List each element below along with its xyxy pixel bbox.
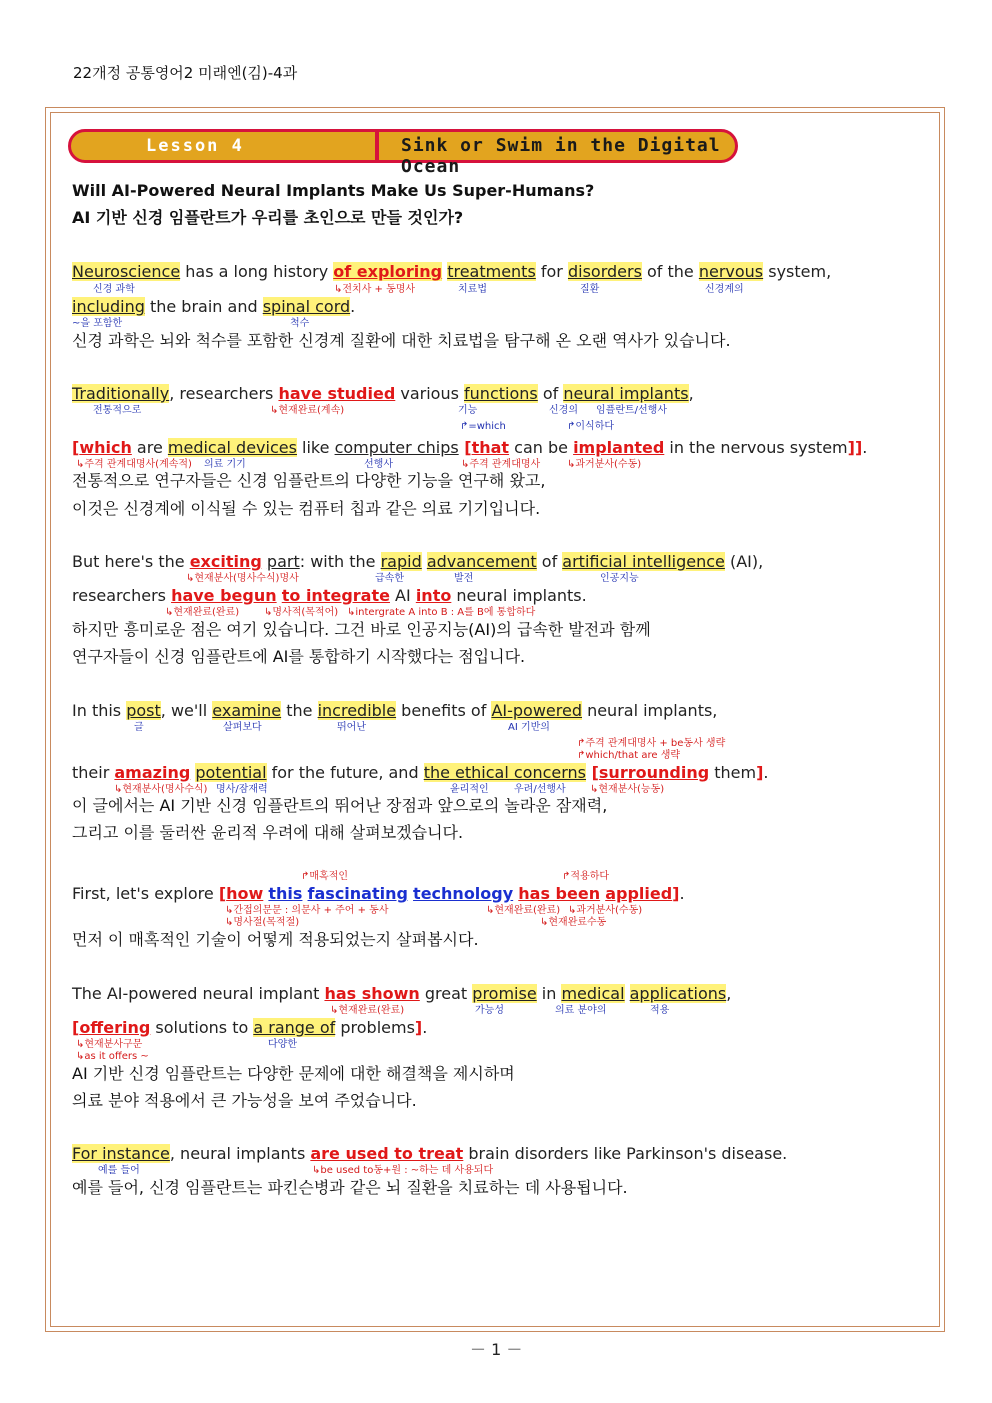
annotation: ↱매혹적인	[301, 871, 349, 882]
text: .	[350, 297, 356, 316]
text: .	[679, 884, 685, 903]
p4-line1	[72, 701, 717, 721]
word: medical devices	[167, 438, 297, 457]
word: that	[471, 438, 510, 457]
p4-korean-1: 이 글에서는 AI 기반 신경 임플란트의 뛰어난 장점과 앞으로의 놀라운 잠재력,	[72, 796, 608, 815]
annotation: 척수	[290, 318, 310, 329]
annotation: ↳현재분사(명사수식)	[114, 784, 208, 795]
annotation: ↳intergrate A into B : A를 B에 통합하다	[347, 607, 536, 618]
title-korean: AI 기반 신경 임플란트가 우리를 초인으로 만들 것인가?	[72, 208, 464, 227]
text: of	[537, 384, 564, 403]
text: , researchers	[169, 384, 279, 403]
text: In this	[72, 701, 127, 720]
annotation: ↳as it offers ~	[76, 1051, 149, 1062]
word: which	[79, 438, 132, 457]
annotation: ↳현재분사(능동)	[590, 784, 665, 795]
word: to integrate	[281, 586, 390, 605]
word: applications	[629, 984, 727, 1003]
p6-line1	[72, 984, 731, 1004]
text: are	[131, 438, 168, 457]
p6-korean-1: AI 기반 신경 임플란트는 다양한 문제에 대한 해결책을 제시하며	[72, 1064, 515, 1083]
bracket: [	[586, 763, 599, 782]
bracket: ]]	[847, 438, 863, 457]
word: of exploring	[333, 262, 443, 281]
text: like	[296, 438, 335, 457]
word: disorders	[567, 262, 642, 281]
word: how	[226, 884, 264, 903]
word: medical	[561, 984, 625, 1003]
text: AI	[389, 586, 416, 605]
word: the ethical concerns	[423, 763, 587, 782]
annotation: ↳과거분사(수동)	[567, 459, 642, 470]
annotation: 치료법	[458, 284, 487, 295]
text: of the	[641, 262, 699, 281]
annotation: 신경계의	[705, 284, 744, 295]
p6-line2	[72, 1018, 427, 1038]
word: nervous	[698, 262, 764, 281]
p5-line1	[72, 884, 685, 904]
word: artificial intelligence	[562, 552, 725, 571]
annotation: 다양한	[268, 1039, 297, 1050]
p4-line2	[72, 763, 769, 783]
word: functions	[464, 384, 538, 403]
p1-korean: 신경 과학은 뇌와 척수를 포함한 신경계 질환에 대한 치료법을 탐구해 온 오랜 역사가 있습니다.	[72, 331, 731, 350]
text: in	[536, 984, 562, 1003]
annotation: 의료 기기	[204, 459, 246, 470]
annotation: ↳be used to동+원 : ~하는 데 사용되다	[312, 1165, 494, 1176]
text: neural implants,	[581, 701, 718, 720]
p2-line1	[72, 384, 694, 404]
annotation: ↳주격 관계대명사(계속적)	[76, 459, 192, 470]
annotation: ↱=which	[460, 421, 506, 432]
title-english: Will AI-Powered Neural Implants Make Us Super-Humans?	[72, 181, 595, 200]
bracket: [	[458, 438, 472, 457]
text: of	[536, 552, 563, 571]
bracket: [	[72, 438, 80, 457]
word: technology	[413, 884, 514, 903]
word: has been	[518, 884, 601, 903]
bracket: ]	[756, 763, 764, 782]
word: computer chips	[334, 438, 459, 457]
text: their	[72, 763, 115, 782]
annotation: 임플란트/선행사	[596, 405, 667, 416]
p5-korean: 먼저 이 매혹적인 기술이 어떻게 적용되었는지 살펴봅시다.	[72, 930, 479, 949]
text: (AI),	[724, 552, 764, 571]
word: treatments	[447, 262, 536, 281]
text: The AI-powered neural implant	[72, 984, 325, 1003]
word: amazing	[114, 763, 191, 782]
annotation: ↳간접의문문 : 의문사 + 주어 + 동사	[225, 905, 389, 916]
text: , we'll	[160, 701, 213, 720]
annotation: 급속한	[375, 573, 404, 584]
word: a range of	[253, 1018, 336, 1037]
text: solutions to	[150, 1018, 254, 1037]
annotation: ↳현재분사(명사수식)명사	[186, 573, 299, 584]
word: this	[268, 884, 303, 903]
annotation: 윤리적인	[450, 784, 489, 795]
text: system,	[763, 262, 832, 281]
text: .	[862, 438, 868, 457]
bracket: [	[72, 1018, 80, 1037]
word: AI-powered	[491, 701, 582, 720]
word: offering	[79, 1018, 151, 1037]
text: .	[422, 1018, 428, 1037]
annotation: 기능	[458, 405, 478, 416]
text: benefits of	[396, 701, 492, 720]
word: has shown	[324, 984, 420, 1003]
word: implanted	[573, 438, 665, 457]
p3-line1	[72, 552, 763, 572]
text: , neural implants	[169, 1144, 311, 1163]
annotation: 가능성	[475, 1005, 504, 1016]
annotation: 적용	[650, 1005, 670, 1016]
text: : with the	[299, 552, 381, 571]
text: in the nervous system	[664, 438, 848, 457]
annotation: ↳현재완료(완료)	[486, 905, 561, 916]
annotation: ↱이식하다	[567, 421, 615, 432]
bracket: ]	[672, 884, 680, 903]
lesson-banner-left	[68, 129, 378, 163]
page-number: － 1 －	[470, 1340, 523, 1359]
word: promise	[472, 984, 537, 1003]
text: brain disorders like Parkinson's disease.	[463, 1144, 788, 1163]
text: great	[419, 984, 473, 1003]
word: fascinating	[307, 884, 408, 903]
annotation: 의료 분야의	[555, 1005, 607, 1016]
word: examine	[212, 701, 282, 720]
p2-korean-1: 전통적으로 연구자들은 신경 임플란트의 다양한 기능을 연구해 왔고,	[72, 471, 546, 490]
p3-line2	[72, 586, 587, 606]
lesson-title: Sink or Swim in the Digital Ocean	[401, 135, 721, 177]
annotation: 살펴보다	[223, 722, 262, 733]
text: .	[763, 763, 769, 782]
p2-line2	[72, 438, 867, 458]
text: researchers	[72, 586, 172, 605]
text: neural implants.	[451, 586, 587, 605]
word: incredible	[317, 701, 397, 720]
word: For instance	[72, 1144, 170, 1163]
annotation: ↳명사적(목적어)	[264, 607, 339, 618]
annotation: 전통적으로	[93, 405, 142, 416]
annotation: 뛰어난	[337, 722, 366, 733]
text	[625, 984, 630, 1003]
p7-korean: 예를 들어, 신경 임플란트는 파킨슨병과 같은 뇌 질환을 치료하는 데 사용됩니다.	[72, 1178, 628, 1197]
word: Neuroscience	[72, 262, 181, 281]
text: the brain and	[144, 297, 263, 316]
text: for	[535, 262, 568, 281]
word: applied	[605, 884, 673, 903]
lesson-banner	[68, 129, 738, 177]
word: including	[72, 297, 145, 316]
bracket: ]	[414, 1018, 423, 1037]
text: for the future, and	[266, 763, 424, 782]
word: have studied	[278, 384, 396, 403]
annotation: ↳현재완료(완료)	[165, 607, 240, 618]
annotation: 발전	[454, 573, 474, 584]
text: them	[709, 763, 757, 782]
annotation: 선행사	[364, 459, 393, 470]
word: part	[266, 552, 300, 571]
word: advancement	[426, 552, 537, 571]
annotation: 예를 들어	[98, 1165, 140, 1176]
p3-korean-1: 하지만 흥미로운 점은 여기 있습니다. 그건 바로 인공지능(AI)의 급속한 발전과 함께	[72, 620, 651, 639]
word: have begun	[171, 586, 277, 605]
annotation: ↳과거분사(수동)	[568, 905, 643, 916]
word: into	[415, 586, 452, 605]
p6-korean-2: 의료 분야 적용에서 큰 가능성을 보여 주었습니다.	[72, 1091, 417, 1110]
p7-line1	[72, 1144, 787, 1164]
annotation: ↱주격 관계대명사 + be동사 생략	[577, 738, 726, 749]
bracket: [	[218, 884, 227, 903]
text: has a long history	[180, 262, 334, 281]
text: various	[395, 384, 465, 403]
text: problems	[335, 1018, 415, 1037]
lesson-label: Lesson 4	[146, 136, 244, 156]
word: exciting	[189, 552, 262, 571]
word: potential	[195, 763, 267, 782]
annotation: ↳현재완료수동	[540, 917, 607, 928]
annotation: ↱which/that are 생략	[577, 750, 681, 761]
text: But here's the	[72, 552, 190, 571]
word: post	[126, 701, 161, 720]
word: neural implants	[563, 384, 689, 403]
word: are used to treat	[310, 1144, 464, 1163]
text: the	[281, 701, 318, 720]
annotation: 우려/선행사	[514, 784, 566, 795]
text: can be	[509, 438, 574, 457]
annotation: ↳현재완료(계속)	[270, 405, 345, 416]
text: First, let's explore	[72, 884, 219, 903]
word: spinal cord	[262, 297, 351, 316]
lesson-banner-right	[376, 129, 738, 177]
annotation: ↳명사절(목적절)	[225, 917, 300, 928]
annotation: ↳주격 관계대명사	[461, 459, 541, 470]
word: Traditionally	[72, 384, 170, 403]
annotation: 인공지능	[600, 573, 639, 584]
annotation: ↱적용하다	[562, 871, 610, 882]
annotation: ↳전치사 + 동명사	[334, 284, 416, 295]
annotation: ↳현재완료(완료)	[330, 1005, 405, 1016]
word: rapid	[380, 552, 422, 571]
text: ,	[688, 384, 694, 403]
annotation: ↳현재분사구문	[76, 1039, 143, 1050]
p3-korean-2: 연구자들이 신경 임플란트에 AI를 통합하기 시작했다는 점입니다.	[72, 647, 526, 666]
annotation: 글	[134, 722, 144, 733]
page-header: 22개정 공통영어2 미래엔(김)-4과	[73, 64, 298, 82]
p1-line1	[72, 262, 831, 282]
annotation: 신경 과학	[93, 284, 135, 295]
annotation: ~을 포함한	[72, 318, 123, 329]
annotation: AI 기반의	[508, 722, 550, 733]
p1-line2	[72, 297, 355, 317]
text: ,	[726, 984, 732, 1003]
annotation: 신경의	[549, 405, 578, 416]
annotation: 명사/잠재력	[216, 784, 268, 795]
annotation: 질환	[580, 284, 600, 295]
p2-korean-2: 이것은 신경계에 이식될 수 있는 컴퓨터 칩과 같은 의료 기기입니다.	[72, 499, 541, 518]
p4-korean-2: 그리고 이를 둘러싼 윤리적 우려에 대해 살펴보겠습니다.	[72, 823, 464, 842]
word: surrounding	[598, 763, 710, 782]
